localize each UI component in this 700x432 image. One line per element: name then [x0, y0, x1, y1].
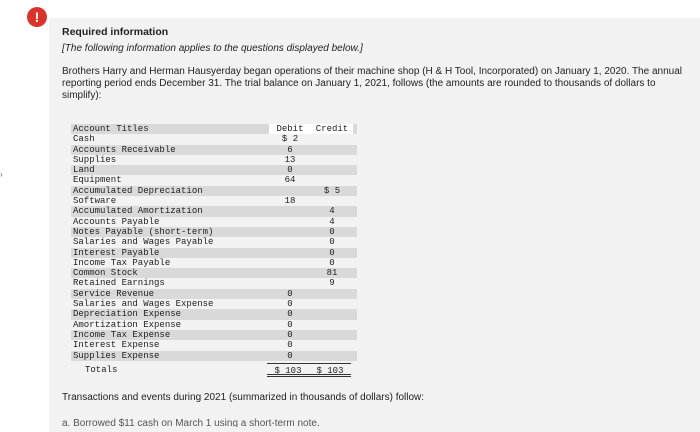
debit-cell: 64 — [284, 175, 296, 186]
credit-cell — [311, 340, 353, 350]
credit-cell — [311, 155, 353, 165]
table-row — [71, 340, 357, 350]
debit-header: Debit — [269, 124, 311, 134]
account-cell: Accumulated Amortization — [73, 206, 203, 217]
table-row — [71, 299, 357, 309]
credit-cell: 4 — [329, 206, 335, 217]
debit-cell: 0 — [287, 319, 293, 330]
credit-cell: 0 — [329, 237, 335, 248]
debit-cell: $ 2 — [281, 134, 299, 145]
credit-cell — [311, 175, 353, 185]
account-cell: Interest Expense — [73, 340, 160, 351]
account-cell: Cash — [73, 134, 95, 145]
debit-cell — [269, 248, 311, 258]
account-cell: Accounts Receivable — [73, 144, 176, 155]
debit-cell: 0 — [287, 329, 293, 340]
account-cell: Land — [73, 165, 95, 176]
table-row — [71, 155, 357, 165]
credit-cell: 0 — [329, 247, 335, 258]
credit-cell — [311, 165, 353, 175]
debit-cell: 18 — [284, 196, 296, 207]
debit-cell: 6 — [287, 144, 293, 155]
debit-cell — [269, 258, 311, 268]
account-cell: Software — [73, 196, 117, 207]
account-titles-header: Account Titles — [73, 124, 149, 134]
account-cell: Interest Payable — [73, 247, 160, 258]
table-row — [71, 330, 357, 340]
table-row — [71, 134, 357, 144]
trial-balance-table — [71, 124, 357, 377]
question-content — [62, 26, 682, 102]
account-cell: Retained Earnings — [73, 278, 165, 289]
debit-cell: 0 — [287, 299, 293, 310]
credit-cell — [311, 196, 353, 206]
transactions-intro: Transactions and events during 2021 (summarized in thousands of dollars) follow: — [62, 392, 425, 403]
account-cell: Notes Payable (short-term) — [73, 226, 214, 237]
totals-credit: $ 103 — [309, 363, 351, 377]
left-edge-mark: › — [0, 170, 3, 179]
debit-cell — [269, 237, 311, 247]
table-row — [71, 175, 357, 185]
credit-cell: 81 — [326, 268, 338, 279]
account-cell: Income Tax Payable — [73, 257, 171, 268]
account-cell: Salaries and Wages Payable — [73, 237, 214, 248]
debit-cell: 0 — [287, 165, 293, 176]
credit-header: Credit — [311, 124, 353, 134]
table-row — [71, 278, 357, 288]
account-cell: Amortization Expense — [73, 319, 182, 330]
credit-cell — [311, 299, 353, 309]
credit-cell: 0 — [329, 226, 335, 237]
debit-cell: 0 — [287, 350, 293, 361]
credit-cell — [311, 351, 353, 361]
debit-cell — [269, 186, 311, 196]
table-row — [71, 268, 357, 278]
account-cell: Accumulated Depreciation — [73, 185, 203, 196]
account-cell: Common Stock — [73, 268, 138, 279]
table-row — [71, 237, 357, 247]
instruction-note: [The following information applies to the questions displayed below.] — [62, 43, 363, 54]
table-row — [71, 206, 357, 216]
totals-label: Totals — [85, 364, 118, 375]
credit-cell — [311, 134, 353, 144]
credit-cell — [311, 309, 353, 319]
credit-cell — [311, 289, 353, 299]
table-row — [71, 196, 357, 206]
table-row — [71, 258, 357, 268]
account-cell: Salaries and Wages Expense — [73, 299, 214, 310]
account-cell: Supplies — [73, 154, 117, 165]
debit-cell: 0 — [287, 288, 293, 299]
table-row — [71, 217, 357, 227]
credit-cell — [311, 330, 353, 340]
account-cell: Income Tax Expense — [73, 329, 171, 340]
debit-cell — [269, 278, 311, 288]
table-row — [71, 227, 357, 237]
debit-cell — [269, 217, 311, 227]
account-cell: Equipment — [73, 175, 122, 186]
debit-cell — [269, 268, 311, 278]
required-information-heading: Required information — [62, 26, 169, 38]
credit-cell: $ 5 — [323, 185, 341, 196]
exclamation-icon: ! — [27, 7, 47, 27]
table-row — [71, 165, 357, 175]
table-row — [71, 309, 357, 319]
credit-cell — [311, 145, 353, 155]
account-cell: Service Revenue — [73, 288, 155, 299]
credit-cell: 9 — [329, 278, 335, 289]
totals-row — [71, 363, 357, 377]
table-row — [71, 289, 357, 299]
credit-cell: 4 — [329, 216, 335, 227]
debit-cell: 0 — [287, 340, 293, 351]
account-cell: Supplies Expense — [73, 350, 160, 361]
table-row — [71, 351, 357, 361]
table-row — [71, 248, 357, 258]
debit-cell: 13 — [284, 154, 296, 165]
credit-cell — [311, 320, 353, 330]
transaction-a-partial: a. Borrowed $11 cash on March 1 using a short-term note. — [62, 418, 320, 427]
debit-cell: 0 — [287, 309, 293, 320]
credit-cell: 0 — [329, 257, 335, 268]
account-cell: Depreciation Expense — [73, 309, 182, 320]
debit-cell — [269, 227, 311, 237]
table-row — [71, 320, 357, 330]
table-header — [71, 124, 357, 134]
totals-debit: $ 103 — [267, 363, 309, 377]
table-row — [71, 186, 357, 196]
intro-paragraph: Brothers Harry and Herman Hausyerday began operations of their machine shop (H & H Tool, Incorporated) on January 1, 2020. The annual reporting period ends December 31. The trial balance on January 1, 2021, follows (the amounts are rounded to thousands of dollars to simplify): — [62, 66, 682, 101]
debit-cell — [269, 206, 311, 216]
table-row — [71, 145, 357, 155]
account-cell: Accounts Payable — [73, 216, 160, 227]
